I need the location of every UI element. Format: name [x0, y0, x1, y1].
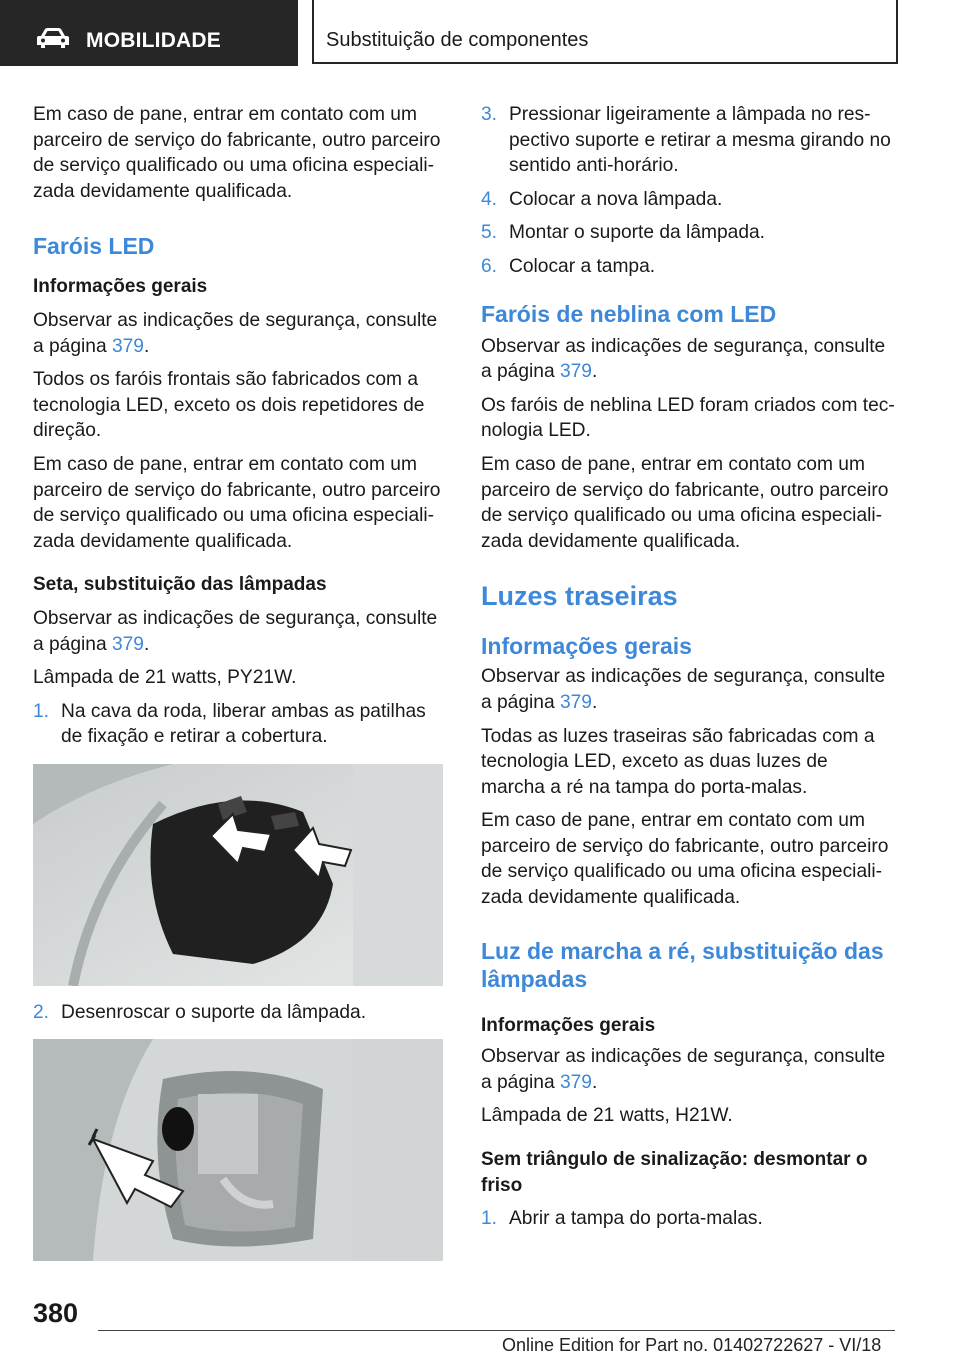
- figure-bulb-holder: [33, 1039, 443, 1261]
- heading-farois-neblina: Faróis de neblina com LED: [481, 300, 777, 327]
- step-number: 2.: [33, 1001, 50, 1023]
- safety-period: .: [591, 361, 598, 383]
- list-item-step-3: [481, 102, 895, 179]
- safety-reference-2: [33, 606, 447, 657]
- step-text: Pressionar ligeiramente a lâmpada no respectivo suporte e retirar a mesma girando no sentido anti-horário.: [509, 104, 891, 177]
- page-link-379[interactable]: 379: [111, 335, 144, 357]
- heading-marcha-a-re: Luz de marcha a ré, substituição das lâmpadas: [481, 937, 884, 992]
- heading-luzes-traseiras: Luzes traseiras: [481, 581, 678, 612]
- paragraph-lampada: Lâmpada de 21 watts, PY21W.: [33, 667, 297, 689]
- step-text: Abrir a tampa do porta-malas.: [509, 1208, 763, 1230]
- paragraph-pane: Em caso de pane, entrar em contato com um parceiro de serviço do fabricante, outro parceiro de serviço qualificado ou uma oficina especializada devidamente qualificada.: [33, 453, 441, 552]
- paragraph-todas-luzes: Todas as luzes traseiras são fabricadas com a tecnologia LED, exceto as duas luzes de marcha a ré na tampa do porta-malas.: [481, 725, 875, 798]
- car-icon: [36, 27, 70, 49]
- paragraph-pane-2: Em caso de pane, entrar em contato com um parceiro de serviço do fabricante, outro parceiro de serviço qualificado ou uma oficina especializada devidamente qualificada.: [481, 453, 889, 552]
- safety-reference-3: [481, 334, 895, 385]
- intro-paragraph: Em caso de pane, entrar em contato com um parceiro de serviço do fabricante, outro parceiro de serviço qualificado ou uma oficina especializada devidamente qualificada.: [33, 104, 441, 202]
- footer-edition: Online Edition for Part no. 01402722627 - VI/18: [502, 1335, 882, 1355]
- step-text: Colocar a nova lâmpada.: [509, 188, 723, 210]
- heading-informacoes-gerais-3: Informações gerais: [481, 1014, 656, 1036]
- safety-reference-4: [481, 664, 895, 715]
- safety-text: Observar as indicações de segurança, consulte a página: [33, 607, 438, 655]
- list-item-step-1b: [481, 1206, 895, 1232]
- list-item-step-6: [481, 254, 895, 280]
- paragraph-neblina: Os faróis de neblina LED foram criados com tecnologia LED.: [481, 394, 895, 442]
- list-item-step-1: [33, 699, 447, 750]
- paragraph-pane-3: Em caso de pane, entrar em contato com um parceiro de serviço do fabricante, outro parceiro de serviço qualificado ou uma oficina especializada devidamente qualificada.: [481, 810, 889, 909]
- step-number: 4.: [481, 188, 498, 210]
- step-text: Montar o suporte da lâmpada.: [509, 222, 765, 244]
- heading-informacoes-gerais: Informações gerais: [33, 276, 208, 298]
- list-item-step-4: [481, 187, 895, 213]
- step-text: Colocar a tampa.: [509, 255, 656, 277]
- heading-farois-led: Faróis LED: [33, 233, 155, 260]
- right-column: [481, 102, 895, 1232]
- page-number: 380: [33, 1298, 79, 1328]
- chapter-label: MOBILIDADE: [86, 29, 221, 52]
- footer-rule: [98, 1330, 895, 1331]
- heading-seta: Seta, substituição das lâmpadas: [33, 574, 327, 596]
- safety-text: Observar as indicações de segurança, consulte a página: [481, 1046, 886, 1093]
- figure-wheel-arch-cover: [33, 764, 443, 986]
- paragraph-lampada-h21w: Lâmpada de 21 watts, H21W.: [481, 1105, 733, 1127]
- list-item-step-2: [33, 1000, 447, 1026]
- step-number: 1.: [33, 700, 50, 722]
- heading-sem-triangulo: Sem triângulo de sinalização: desmontar o friso: [481, 1149, 868, 1196]
- step-number: 1.: [481, 1208, 498, 1230]
- safety-period: .: [143, 633, 150, 655]
- step-text: Na cava da roda, liberar ambas as patilhas de fixação e retirar a cobertura.: [61, 700, 426, 748]
- safety-text: Observar as indicações de segurança, consulte a página: [33, 309, 438, 357]
- page-link-379[interactable]: 379: [559, 1071, 592, 1093]
- page-link-379[interactable]: 379: [559, 691, 592, 713]
- page-link-379[interactable]: 379: [559, 361, 592, 383]
- safety-text: Observar as indicações de segurança, consulte a página: [481, 335, 886, 383]
- section-title: Substituição de componentes: [326, 29, 589, 51]
- safety-reference-5: [481, 1044, 895, 1095]
- safety-reference: [33, 308, 447, 359]
- safety-period: .: [143, 335, 150, 357]
- step-number: 5.: [481, 222, 498, 244]
- safety-text: Observar as indicações de segurança, consulte a página: [481, 666, 886, 713]
- left-column: [33, 102, 447, 1261]
- list-item-step-5: [481, 220, 895, 246]
- page-header: [0, 0, 960, 66]
- safety-period: .: [591, 691, 598, 713]
- step-number: 3.: [481, 104, 498, 125]
- chapter-tab: [0, 0, 298, 66]
- page-link-379[interactable]: 379: [111, 633, 144, 655]
- paragraph-todos-farois: Todos os faróis frontais são fabricados com a tecnologia LED, exceto os dois repetidores de direção.: [33, 369, 425, 442]
- section-header: [312, 0, 898, 64]
- heading-informacoes-gerais-2: Informações gerais: [481, 633, 692, 660]
- step-text: Desenroscar o suporte da lâmpada.: [61, 1001, 367, 1023]
- step-number: 6.: [481, 255, 498, 277]
- safety-period: .: [591, 1071, 598, 1093]
